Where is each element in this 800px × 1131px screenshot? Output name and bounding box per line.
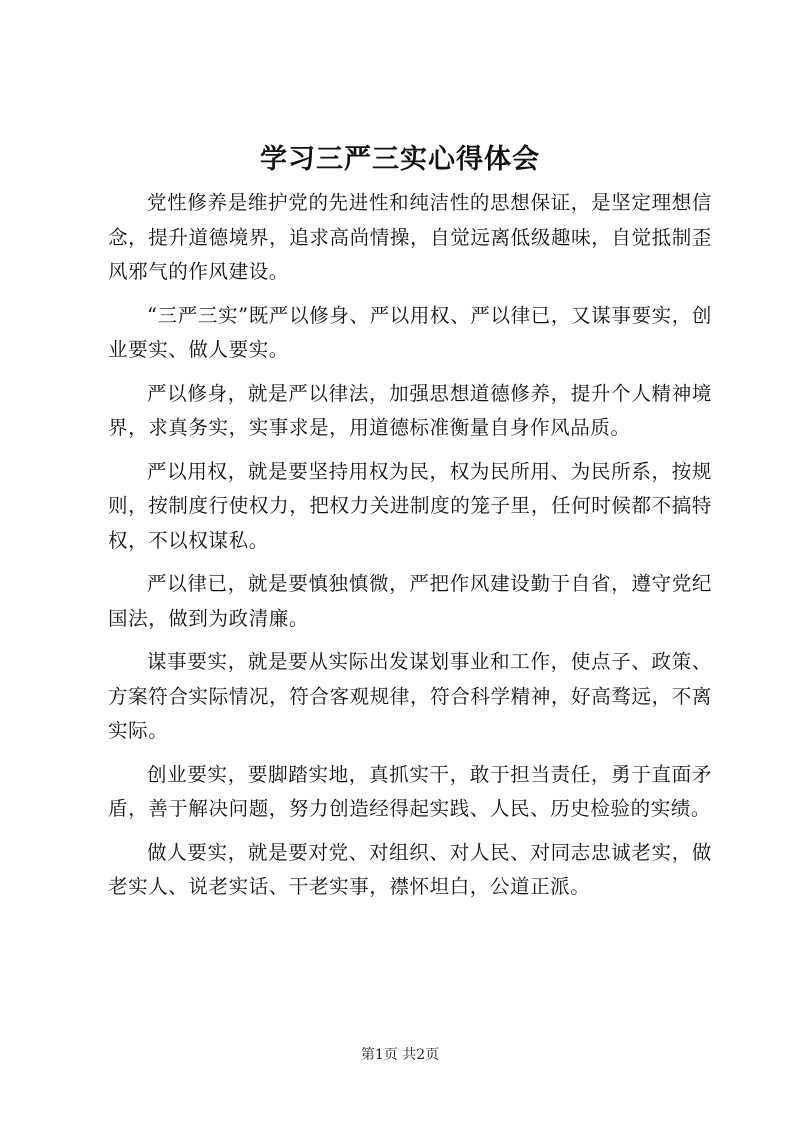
document-body <box>108 186 712 914</box>
document-title: 学习三严三实心得体会 <box>260 144 540 175</box>
paragraph-5: 严以律已，就是要慎独慎微，严把作风建设勤于自省，遵守党纪国法，做到为政清廉。 <box>108 572 712 630</box>
paragraph-1: 党性修养是维护党的先进性和纯洁性的思想保证，是坚定理想信念，提升道德境界，追求高尚情操，自觉远离低级趣味，自觉抵制歪风邪气的作风建设。 <box>108 191 712 283</box>
paragraph-8: 做人要实，就是要对党、对组织、对人民、对同志忠诚老实，做老实人、说老实话、干老实事，襟怀坦白，公道正派。 <box>108 840 712 898</box>
paragraph-7: 创业要实，要脚踏实地，真抓实干，敢于担当责任，勇于直面矛盾，善于解决问题，努力创造经得起实践、人民、历史检验的实绩。 <box>108 762 712 820</box>
paragraph-6: 谋事要实，就是要从实际出发谋划事业和工作，使点子、政策、方案符合实际情况，符合客观规律，符合科学精神，好高骛远，不离实际。 <box>108 650 712 742</box>
page-footer: 第1页 共2页 <box>360 1047 440 1063</box>
paragraph-2: “三严三实”既严以修身、严以用权、严以律已，又谋事要实，创业要实、做人要实。 <box>108 303 712 361</box>
paragraph-4: 严以用权，就是要坚持用权为民，权为民所用、为民所系，按规则，按制度行使权力，把权力关进制度的笼子里，任何时候都不搞特权，不以权谋私。 <box>108 459 712 552</box>
paragraph-3: 严以修身，就是严以律法，加强思想道德修养，提升个人精神境界，求真务实，实事求是，用道德标准衡量自身作风品质。 <box>108 381 712 439</box>
